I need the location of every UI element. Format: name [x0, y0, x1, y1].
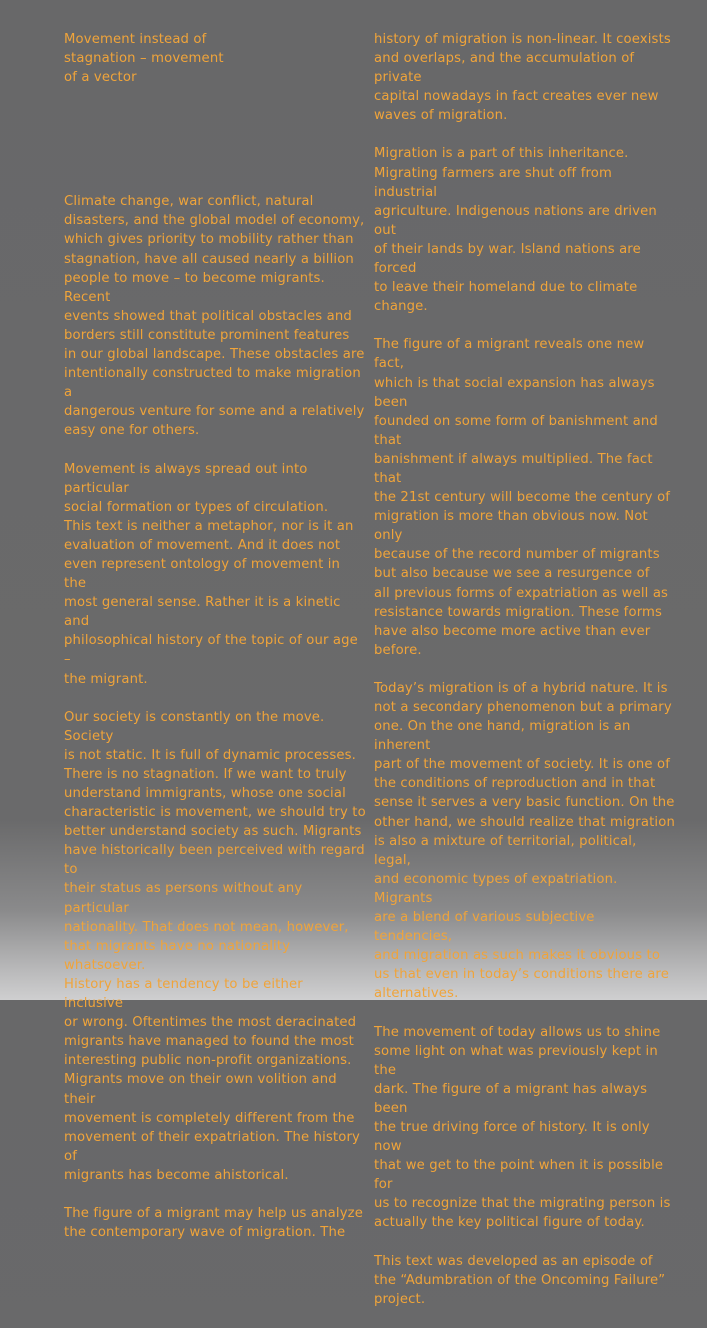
- right-paragraph-4: Today’s migration is of a hybrid nature. It is not a secondary phenomenon but a primary one. On the one hand, migration is an inherent part of the movement of society. It is one of the conditions of reproduction and in that sense it serves a very basic function. On the other hand, we should realize that migration is also a mixture of territorial, political, legal, and economic types of expatriation. Migrants are a blend of various subjective tendencies, and migration as such makes it obvious to us that even in today’s conditions there are alternatives.: [374, 680, 675, 1002]
- right-column: [374, 30, 676, 1328]
- left-paragraph-2: Movement is always spread out into particular social formation or types of circulation. This text is neither a metaphor, nor is it an evaluation of movement. And it does not even represent ontology of movement in the most general sense. Rather it is a kinetic and philosophical history of the topic of our age – the migrant.: [64, 461, 358, 687]
- left-paragraph-4: The figure of a migrant may help us analyze the contemporary wave of migration. The: [64, 1205, 363, 1241]
- title-spacer: [64, 87, 366, 192]
- right-paragraph-1: history of migration is non-linear. It coexists and overlaps, and the accumulation of private capital nowadays in fact creates ever new waves of migration.: [374, 32, 671, 124]
- right-paragraph-2: Migration is a part of this inheritance. Migrating farmers are shut off from industrial agriculture. Indigenous nations are driven out of their lands by war. Island nations are forced to leave their homeland due to climate change.: [374, 146, 657, 315]
- right-paragraph-6: This text was developed as an episode of the “Adumbration of the Oncoming Failure” project.: [374, 1253, 666, 1307]
- left-paragraph-1: Climate change, war conflict, natural disasters, and the global model of economy, which gives priority to mobility rather than stagnation, have all caused nearly a billion people to move – to become migrants. Recent events showed that political obstacles and borders still constitute prominent features in our global landscape. These obstacles are intentionally constructed to make migration a dangerous venture for some and a relatively easy one for others.: [64, 194, 365, 439]
- right-paragraph-5: The movement of today allows us to shine some light on what was previously kept in the dark. The figure of a migrant has always been the true driving force of history. It is only now that we get to the point when it is possible for us to recognize that the migrating person is actually the key political figure of today.: [374, 1024, 671, 1231]
- left-column: [64, 30, 366, 1261]
- page-title: Movement instead of stagnation – movement of a vector: [64, 32, 224, 86]
- left-paragraph-3: Our society is constantly on the move. Society is not static. It is full of dynamic processes. There is no stagnation. If we want to truly understand immigrants, whose one social characteristic is movement, we should try to better understand society as such. Migrants have historically been perceived with regard to their status as persons without any particular nationality. That does not mean, however, that migrants have no nationality whatsoever. History has a tendency to be either inclusive or wrong. Oftentimes the most deracinated migrants have managed to found the most interesting public non-profit organizations. Migrants move on their own volition and their movement is completely different from the movement of their expatriation. The history of migrants has become ahistorical.: [64, 709, 366, 1183]
- right-paragraph-3: The figure of a migrant reveals one new fact, which is that social expansion has always been founded on some form of banishment and that banishment if always multiplied. The fact that the 21st century will become the century of migration is more than obvious now. Not only because of the record number of migrants but also because we see a resurgence of all previous forms of expatriation as well as resistance towards migration. These forms have also become more active than ever before.: [374, 337, 671, 658]
